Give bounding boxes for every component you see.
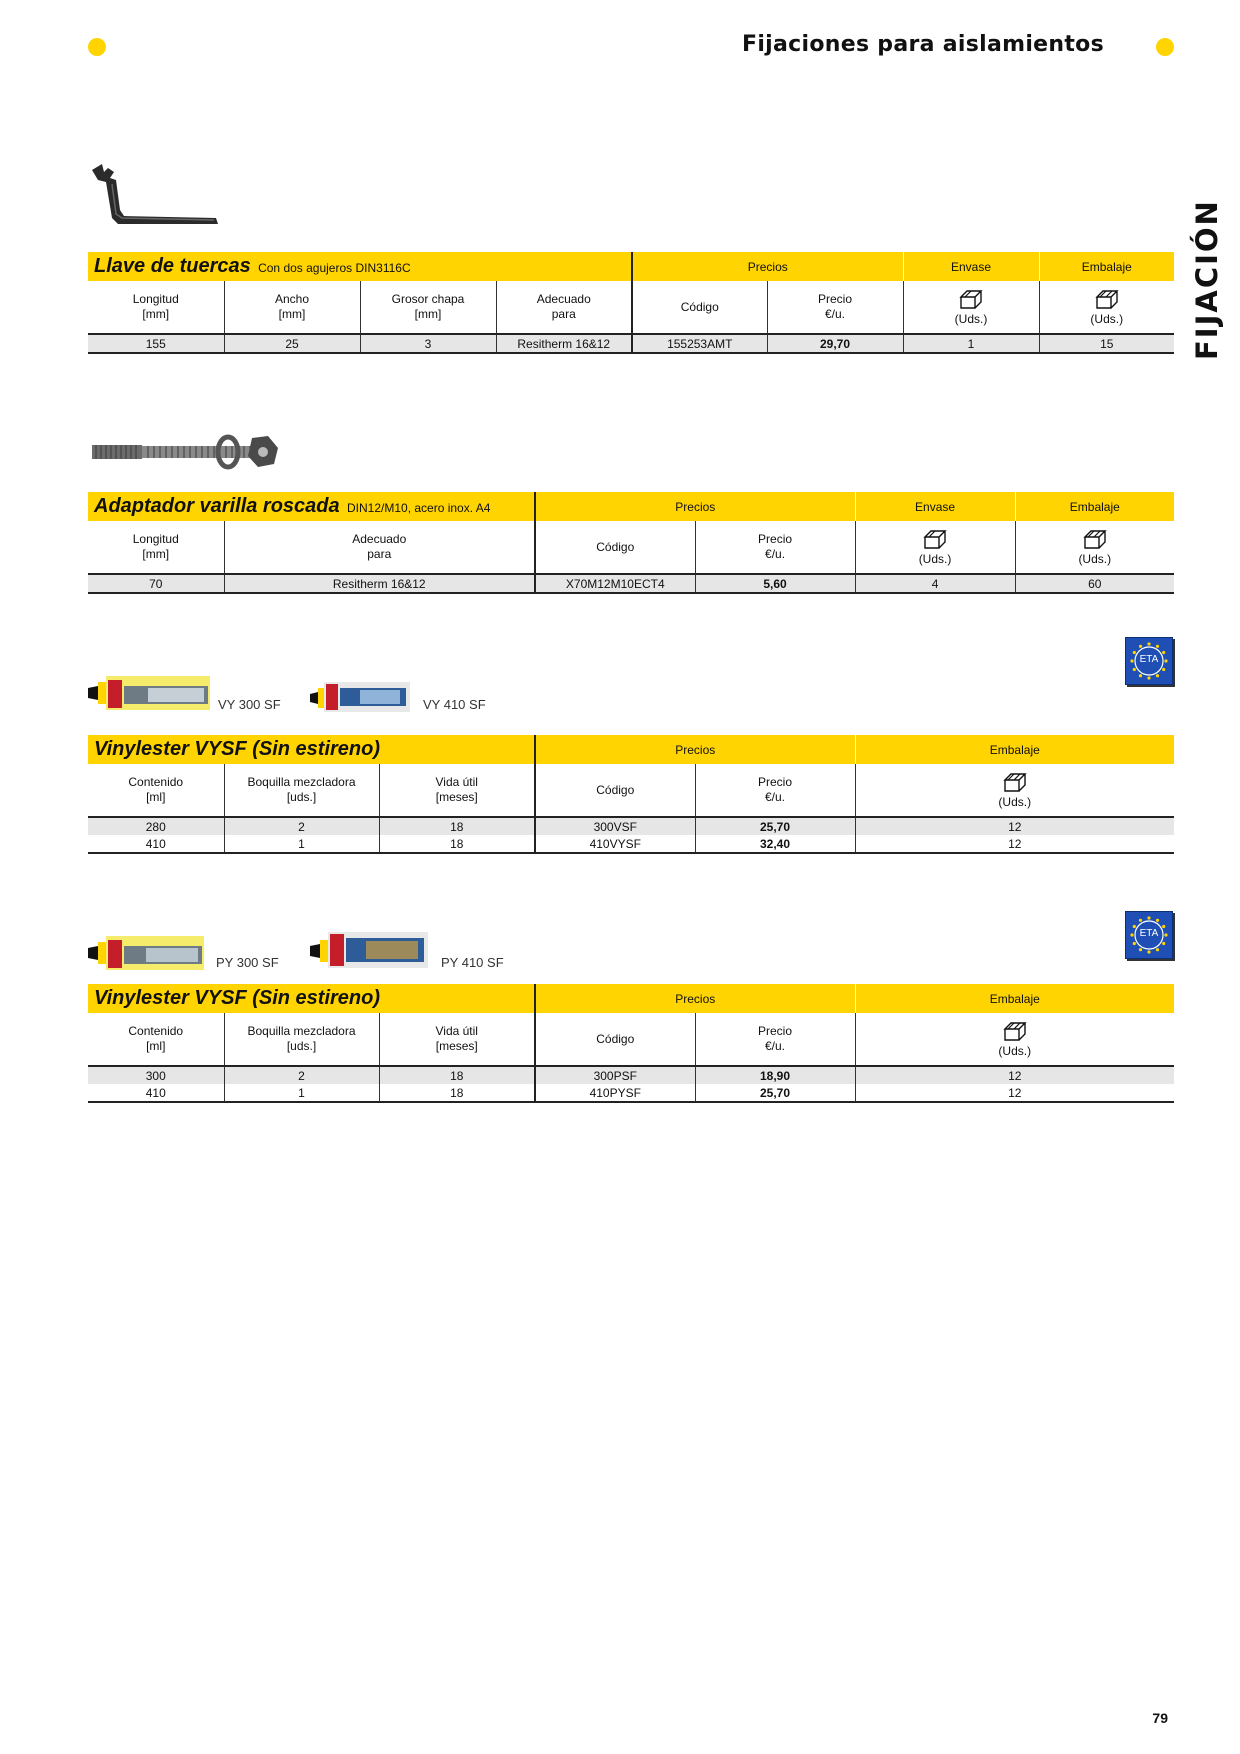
- header-embalaje-uds: (Uds.): [1039, 281, 1174, 334]
- eta-label: ETA: [1139, 654, 1159, 665]
- header-contenido: Contenido [ml]: [88, 764, 224, 817]
- section-side-label: FIJACIÓN: [1190, 199, 1224, 360]
- header-vida-util: Vida útil [meses]: [379, 764, 535, 817]
- eta-badge: [1125, 637, 1173, 685]
- table-vinylester-pysf: [88, 984, 1174, 1103]
- product-title-cell: [88, 735, 535, 764]
- header-precio: Precio €/u.: [695, 521, 855, 574]
- group-embalaje: Embalaje: [1039, 252, 1174, 281]
- table-adaptador-varilla: [88, 492, 1174, 594]
- wrench-image: [88, 160, 223, 226]
- header-codigo: Código: [535, 764, 695, 817]
- group-embalaje: Embalaje: [855, 984, 1174, 1013]
- product-subtitle: DIN12/M10, acero inox. A4: [347, 501, 491, 515]
- header-grosor-chapa: Grosor chapa [mm]: [360, 281, 496, 334]
- table-row: 280 2 18 300VSF 25,70 12: [88, 817, 1174, 835]
- header-embalaje-uds: (Uds.): [855, 1013, 1174, 1066]
- box-icon: [922, 528, 948, 550]
- box-icon: [958, 288, 984, 310]
- group-precios: Precios: [535, 735, 855, 764]
- header-envase-uds: (Uds.): [855, 521, 1015, 574]
- header-precio: Precio €/u.: [695, 1013, 855, 1066]
- table-row: 155 25 3 Resitherm 16&12 155253AMT 29,70 1 15: [88, 334, 1174, 353]
- caption-py410: PY 410 SF: [441, 955, 504, 970]
- header-longitud: Longitud [mm]: [88, 521, 224, 574]
- eta-label: ETA: [1139, 928, 1159, 939]
- cartridge-py300-image: [88, 932, 204, 972]
- product-title: Adaptador varilla roscada: [94, 495, 340, 517]
- caption-vy300: VY 300 SF: [218, 697, 281, 712]
- product-title: Llave de tuercas: [94, 255, 251, 277]
- box-open-icon: [1094, 288, 1120, 310]
- group-precios: Precios: [535, 492, 855, 521]
- group-embalaje: Embalaje: [855, 735, 1174, 764]
- cartridge-vy300-image: [88, 672, 210, 712]
- header-longitud: Longitud [mm]: [88, 281, 224, 334]
- header-envase-uds: (Uds.): [903, 281, 1039, 334]
- table-row: 70 Resitherm 16&12 X70M12M10ECT4 5,60 4 60: [88, 574, 1174, 593]
- group-embalaje: Embalaje: [1015, 492, 1174, 521]
- table-row: 300 2 18 300PSF 18,90 12: [88, 1066, 1174, 1084]
- header-vida-util: Vida útil [meses]: [379, 1013, 535, 1066]
- header-boquilla: Boquilla mezcladora [uds.]: [224, 1013, 379, 1066]
- header-adecuado: Adecuado para: [496, 281, 632, 334]
- header-boquilla: Boquilla mezcladora [uds.]: [224, 764, 379, 817]
- product-title-cell: [88, 252, 632, 281]
- header-ancho: Ancho [mm]: [224, 281, 360, 334]
- product-title: Vinylester VYSF (Sin estireno): [94, 987, 381, 1009]
- caption-py300: PY 300 SF: [216, 955, 279, 970]
- group-precios: Precios: [632, 252, 903, 281]
- header-embalaje-uds: (Uds.): [855, 764, 1174, 817]
- header-codigo: Código: [632, 281, 767, 334]
- product-subtitle: Con dos agujeros DIN3116C: [258, 261, 411, 275]
- header-codigo: Código: [535, 1013, 695, 1066]
- box-open-icon: [1082, 528, 1108, 550]
- header-adecuado: Adecuado para: [224, 521, 535, 574]
- table-row: 410 1 18 410PYSF 25,70 12: [88, 1084, 1174, 1102]
- table-row: 410 1 18 410VYSF 32,40 12: [88, 835, 1174, 853]
- page-title: Fijaciones para aislamientos: [742, 32, 1104, 57]
- header-precio: Precio €/u.: [695, 764, 855, 817]
- box-open-icon: [1002, 771, 1028, 793]
- header-precio: Precio €/u.: [767, 281, 903, 334]
- product-title-cell: [88, 492, 535, 521]
- page-number: 79: [1152, 1710, 1168, 1726]
- header-dot-right: [1156, 38, 1174, 56]
- cartridge-vy410-image: [310, 680, 410, 714]
- table-vinylester-vysf: [88, 735, 1174, 854]
- product-title-cell: [88, 984, 535, 1013]
- header-dot-left: [88, 38, 106, 56]
- header-contenido: Contenido [ml]: [88, 1013, 224, 1066]
- caption-vy410: VY 410 SF: [423, 697, 486, 712]
- box-open-icon: [1002, 1020, 1028, 1042]
- cartridge-py410-image: [310, 930, 428, 970]
- group-precios: Precios: [535, 984, 855, 1013]
- group-envase: Envase: [855, 492, 1015, 521]
- group-envase: Envase: [903, 252, 1039, 281]
- table-llave-de-tuercas: [88, 252, 1174, 354]
- eta-badge: [1125, 911, 1173, 959]
- product-title: Vinylester VYSF (Sin estireno): [94, 738, 381, 760]
- threaded-rod-image: [92, 434, 282, 470]
- header-codigo: Código: [535, 521, 695, 574]
- header-embalaje-uds: (Uds.): [1015, 521, 1174, 574]
